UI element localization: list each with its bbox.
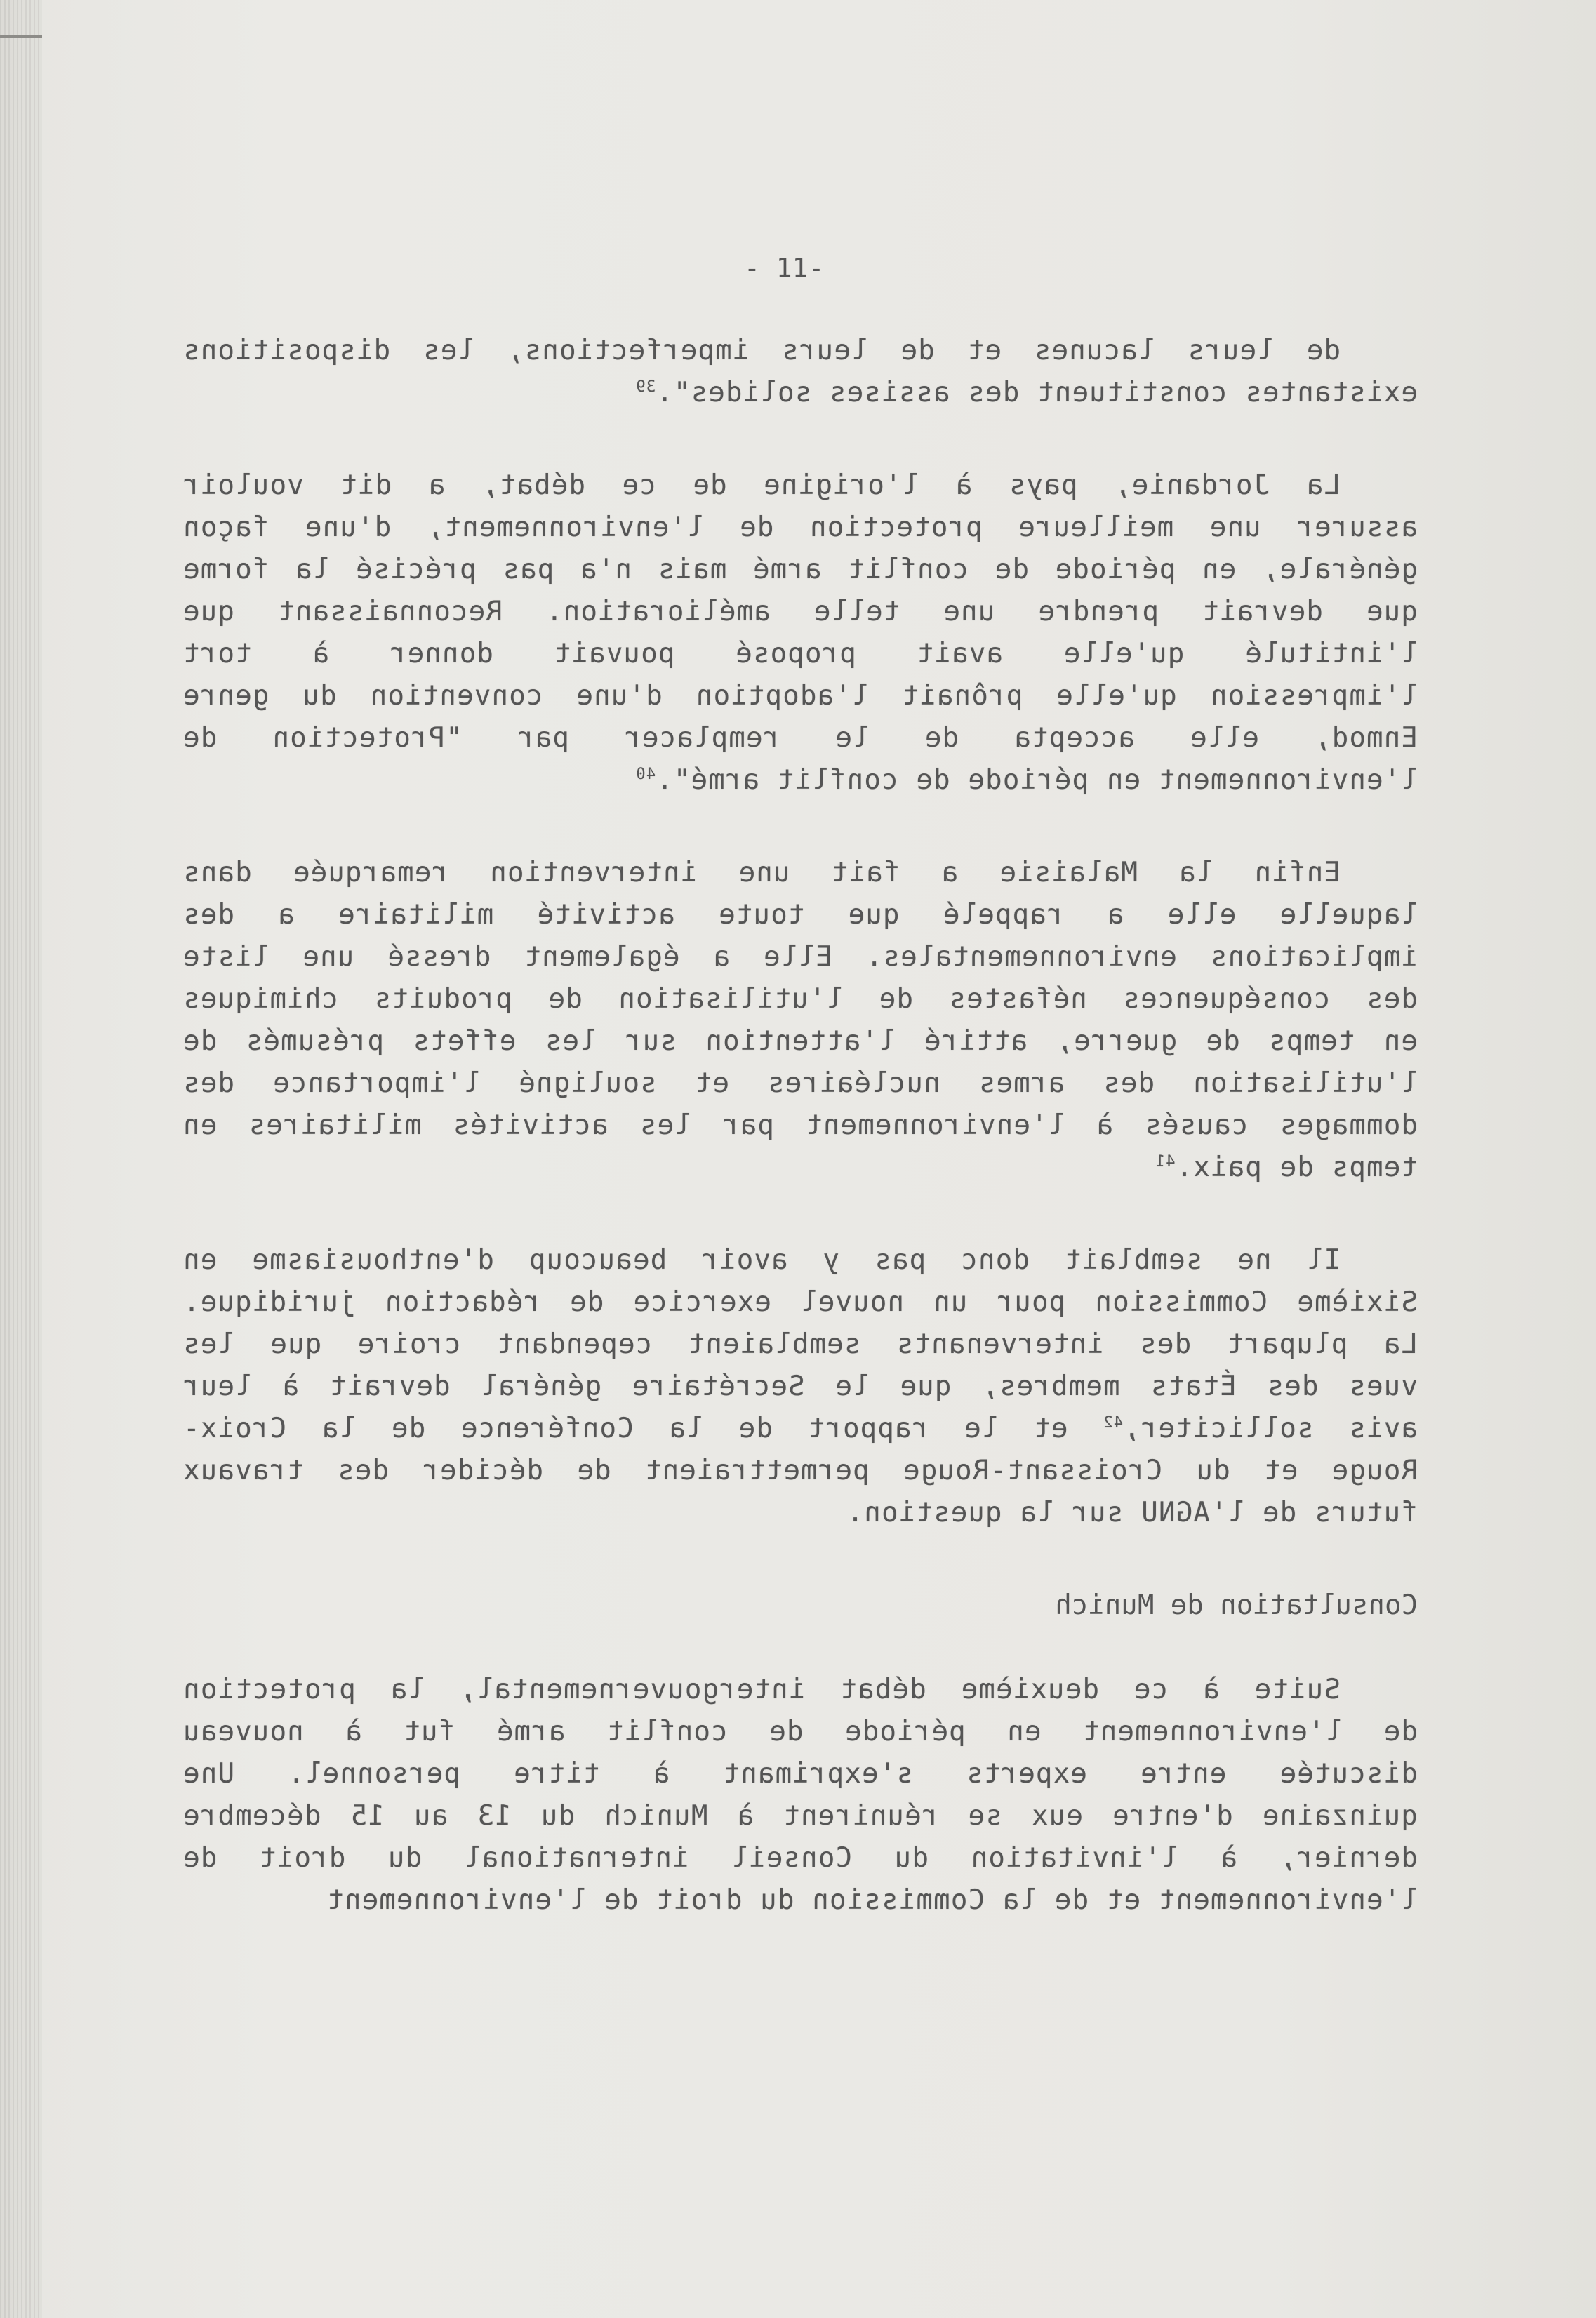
line-text: dernier, à l'invitation du Conseil international du droit de xyxy=(182,1842,1418,1874)
text-line xyxy=(182,1239,1418,1281)
text-line xyxy=(182,1105,1418,1147)
text-line xyxy=(182,1063,1418,1105)
text-line xyxy=(182,1837,1418,1879)
text-line xyxy=(182,1020,1418,1063)
text-line xyxy=(182,936,1418,978)
text-line xyxy=(182,675,1418,717)
footnote-ref: 40 xyxy=(635,766,656,783)
corner-mark xyxy=(0,35,42,38)
line-text: implications environnementales. Elle a également dressé une liste xyxy=(182,941,1418,973)
text-line xyxy=(182,1669,1418,1711)
line-text: dommages causés à l'environnement par les activités militaires en xyxy=(182,1110,1418,1141)
text-line xyxy=(182,591,1418,633)
text-line xyxy=(182,372,1418,414)
section-heading: Consultation de Munich xyxy=(1055,1590,1418,1621)
text-line xyxy=(182,1408,1418,1450)
line-text: futurs de l'AGNU sur la question. xyxy=(846,1497,1418,1528)
text-line xyxy=(182,1795,1418,1837)
text-line xyxy=(182,759,1418,801)
paragraph-4 xyxy=(182,1239,1418,1534)
text-line xyxy=(182,507,1418,549)
text-line xyxy=(182,330,1418,372)
text-line xyxy=(182,978,1418,1020)
line-text: La plupart des intervenants semblaient cependant croire que les xyxy=(182,1328,1418,1360)
line-text: La Jordanie, pays à l'origine de ce débat, a dit vouloir xyxy=(182,469,1341,501)
line-text: discutée entre experts s'exprimant à titre personnel. Une xyxy=(182,1758,1418,1790)
line-text: Il ne semblait donc pas y avoir beaucoup d'enthousiasme en xyxy=(182,1244,1341,1276)
line-text: Rouge et du Croissant-Rouge permettraient de décider des travaux xyxy=(182,1455,1418,1486)
line-text: de l'environnement en période de conflit armé fut à nouveau xyxy=(182,1716,1418,1747)
line-text: l'environnement en période de conflit armé". xyxy=(656,764,1418,796)
line-text: l'intitulé qu'elle avait proposé pouvait donner à tort xyxy=(182,638,1418,670)
footnote-ref: 39 xyxy=(635,378,656,396)
line-text: quinzaine d'entre eux se réunirent à Munich du 13 au 15 décembre xyxy=(182,1800,1418,1832)
line-text: Enfin la Malaisie a fait une intervention remarquée dans xyxy=(182,857,1341,888)
line-text: laquelle elle a rappelé que toute activité militaire a des xyxy=(182,899,1418,931)
text-line xyxy=(182,633,1418,675)
line-text: assurer une meilleure protection de l'environnement, d'une façon xyxy=(182,512,1418,543)
line-text: l'utilisation des armes nucléaires et souligné l'importance des xyxy=(182,1067,1418,1099)
paragraph-5 xyxy=(182,1669,1418,1921)
text-line xyxy=(182,1492,1418,1534)
line-text-continued: et le rapport de la Conférence de la Croix- xyxy=(182,1413,1103,1444)
text-line xyxy=(182,1324,1418,1366)
line-text: en temps de guerre, attiré l'attention sur les effets présumés de xyxy=(182,1025,1418,1057)
text-line xyxy=(182,717,1418,759)
line-text: de leurs lacunes et de leurs imperfections, les dispositions xyxy=(182,335,1341,366)
text-line xyxy=(182,1366,1418,1408)
line-text: Sixième Commission pour un nouvel exercice de rédaction juridique. xyxy=(182,1286,1418,1318)
line-text: vues des États membres, que le Secrétaire général devrait à leur xyxy=(182,1371,1418,1402)
text-line xyxy=(182,465,1418,507)
text-line xyxy=(182,1450,1418,1492)
mirrored-text-body xyxy=(182,330,1418,1921)
line-text: l'environnement et de la Commission du droit de l'environnement xyxy=(326,1884,1418,1916)
footnote-ref: 41 xyxy=(1155,1153,1176,1171)
line-text: des conséquences néfastes de l'utilisation de produits chimiques xyxy=(182,983,1418,1015)
footnote-ref: 42 xyxy=(1103,1414,1124,1432)
paragraph-3 xyxy=(182,852,1418,1189)
text-line xyxy=(182,1711,1418,1753)
text-line xyxy=(182,1753,1418,1795)
line-text: avis solliciter, xyxy=(1123,1413,1418,1444)
line-text: existantes constituent des assises solides". xyxy=(656,377,1418,408)
line-text: que devrait prendre une telle amélioration. Reconnaissant que xyxy=(182,596,1418,627)
text-line xyxy=(182,852,1418,894)
line-text: générale, en période de conflit armé mais n'a pas précisé la forme xyxy=(182,554,1418,585)
line-text: l'impression qu'elle prônait l'adoption d'une convention du genre xyxy=(182,680,1418,712)
text-line xyxy=(182,549,1418,591)
text-line xyxy=(182,1879,1418,1921)
paragraph-2 xyxy=(182,465,1418,801)
page-number: - 11- xyxy=(744,253,825,284)
paragraph-1 xyxy=(182,330,1418,414)
binding-edge xyxy=(0,0,42,2318)
line-text: temps de paix. xyxy=(1175,1152,1418,1183)
text-line xyxy=(182,1147,1418,1189)
text-line xyxy=(182,894,1418,936)
text-line xyxy=(182,1281,1418,1324)
line-text: Enmod, elle accepta de le remplacer par "Protection de xyxy=(182,722,1418,754)
line-text: Suite à ce deuxième débat intergouvernemental, la protection xyxy=(182,1674,1341,1705)
